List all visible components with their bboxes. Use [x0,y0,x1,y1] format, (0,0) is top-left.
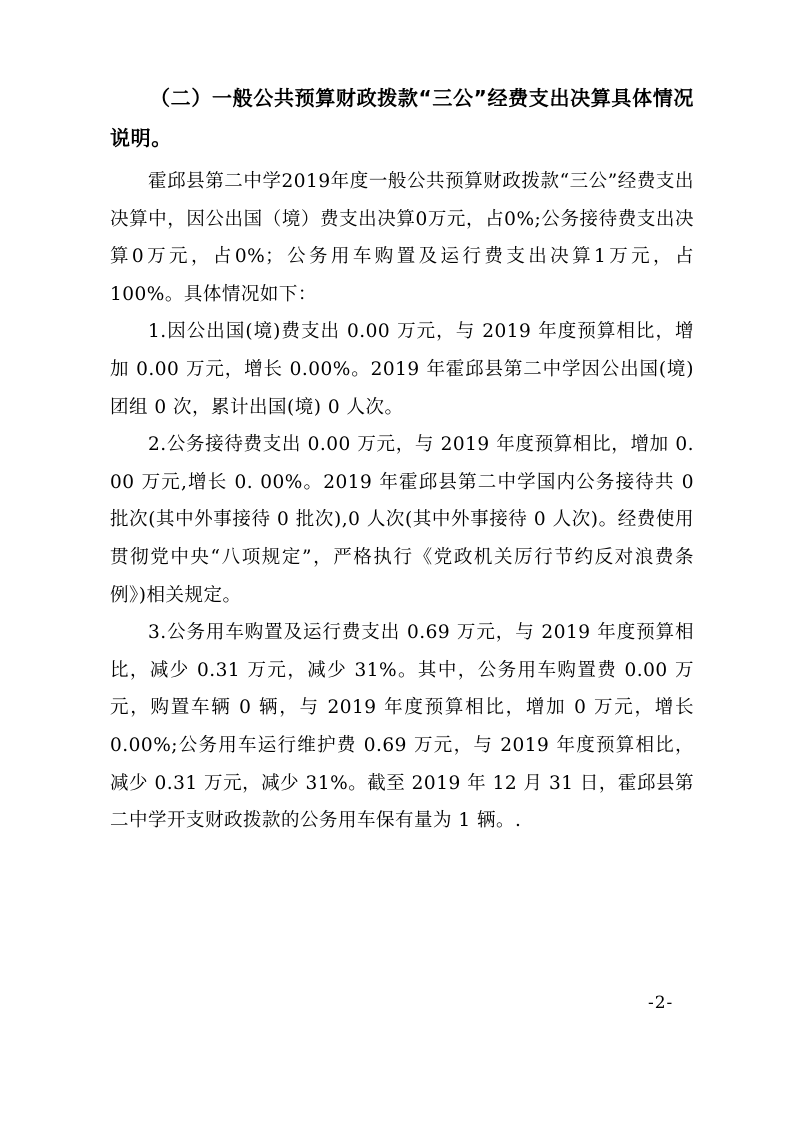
paragraph-summary: 霍邱县第二中学2019年度一般公共预算财政拨款“三公”经费支出决算中，因公出国（境）费支出决算0万元，占0%;公务接待费支出决算0万元，占0%；公务用车购置及运行费支出决算1万元，占100%。具体情况如下： [110,171,694,305]
section-heading: （二）一般公共预算财政拨款“三公”经费支出决算具体情况说明。 [110,86,694,150]
paragraph-official-vehicles: 3.公务用车购置及运行费支出 0.69 万元，与 2019 年度预算相比，减少 0.31 万元，减少 31%。其中，公务用车购置费 0.00 万元，购置车辆 0 辆，与 2019 年度预算相比，增加 0 万元，增长 0.00%;公务用车运行维护费 0.69 万元，与 2019 年度预算相比，减少 0.31 万元，减少 31%。截至 2019 年 12 月 31 日，霍邱县第二中学开支财政拨款的公务用车保有量为 1 辆。. [110,622,694,832]
document-body [110,78,694,840]
paragraph-overseas-travel: 1.因公出国(境)费支出 0.00 万元，与 2019 年度预算相比，增加 0.00 万元，增长 0.00%。2019 年霍邱县第二中学因公出国(境)团组 0 次，累计出国(境) 0 人次。 [110,321,694,418]
page-number: -2- [648,993,674,1013]
paragraph-official-reception: 2.公务接待费支出 0.00 万元，与 2019 年度预算相比，增加 0. 00 万元,增长 0. 00%。2019 年霍邱县第二中学国内公务接待共 0 批次(其中外事接待 0 批次),0 人次(其中外事接待 0 人次)。经费使用贯彻党中央“八项规定”，严格执行《党政机关厉行节约反对浪费条例》)相关规定。 [110,434,694,606]
